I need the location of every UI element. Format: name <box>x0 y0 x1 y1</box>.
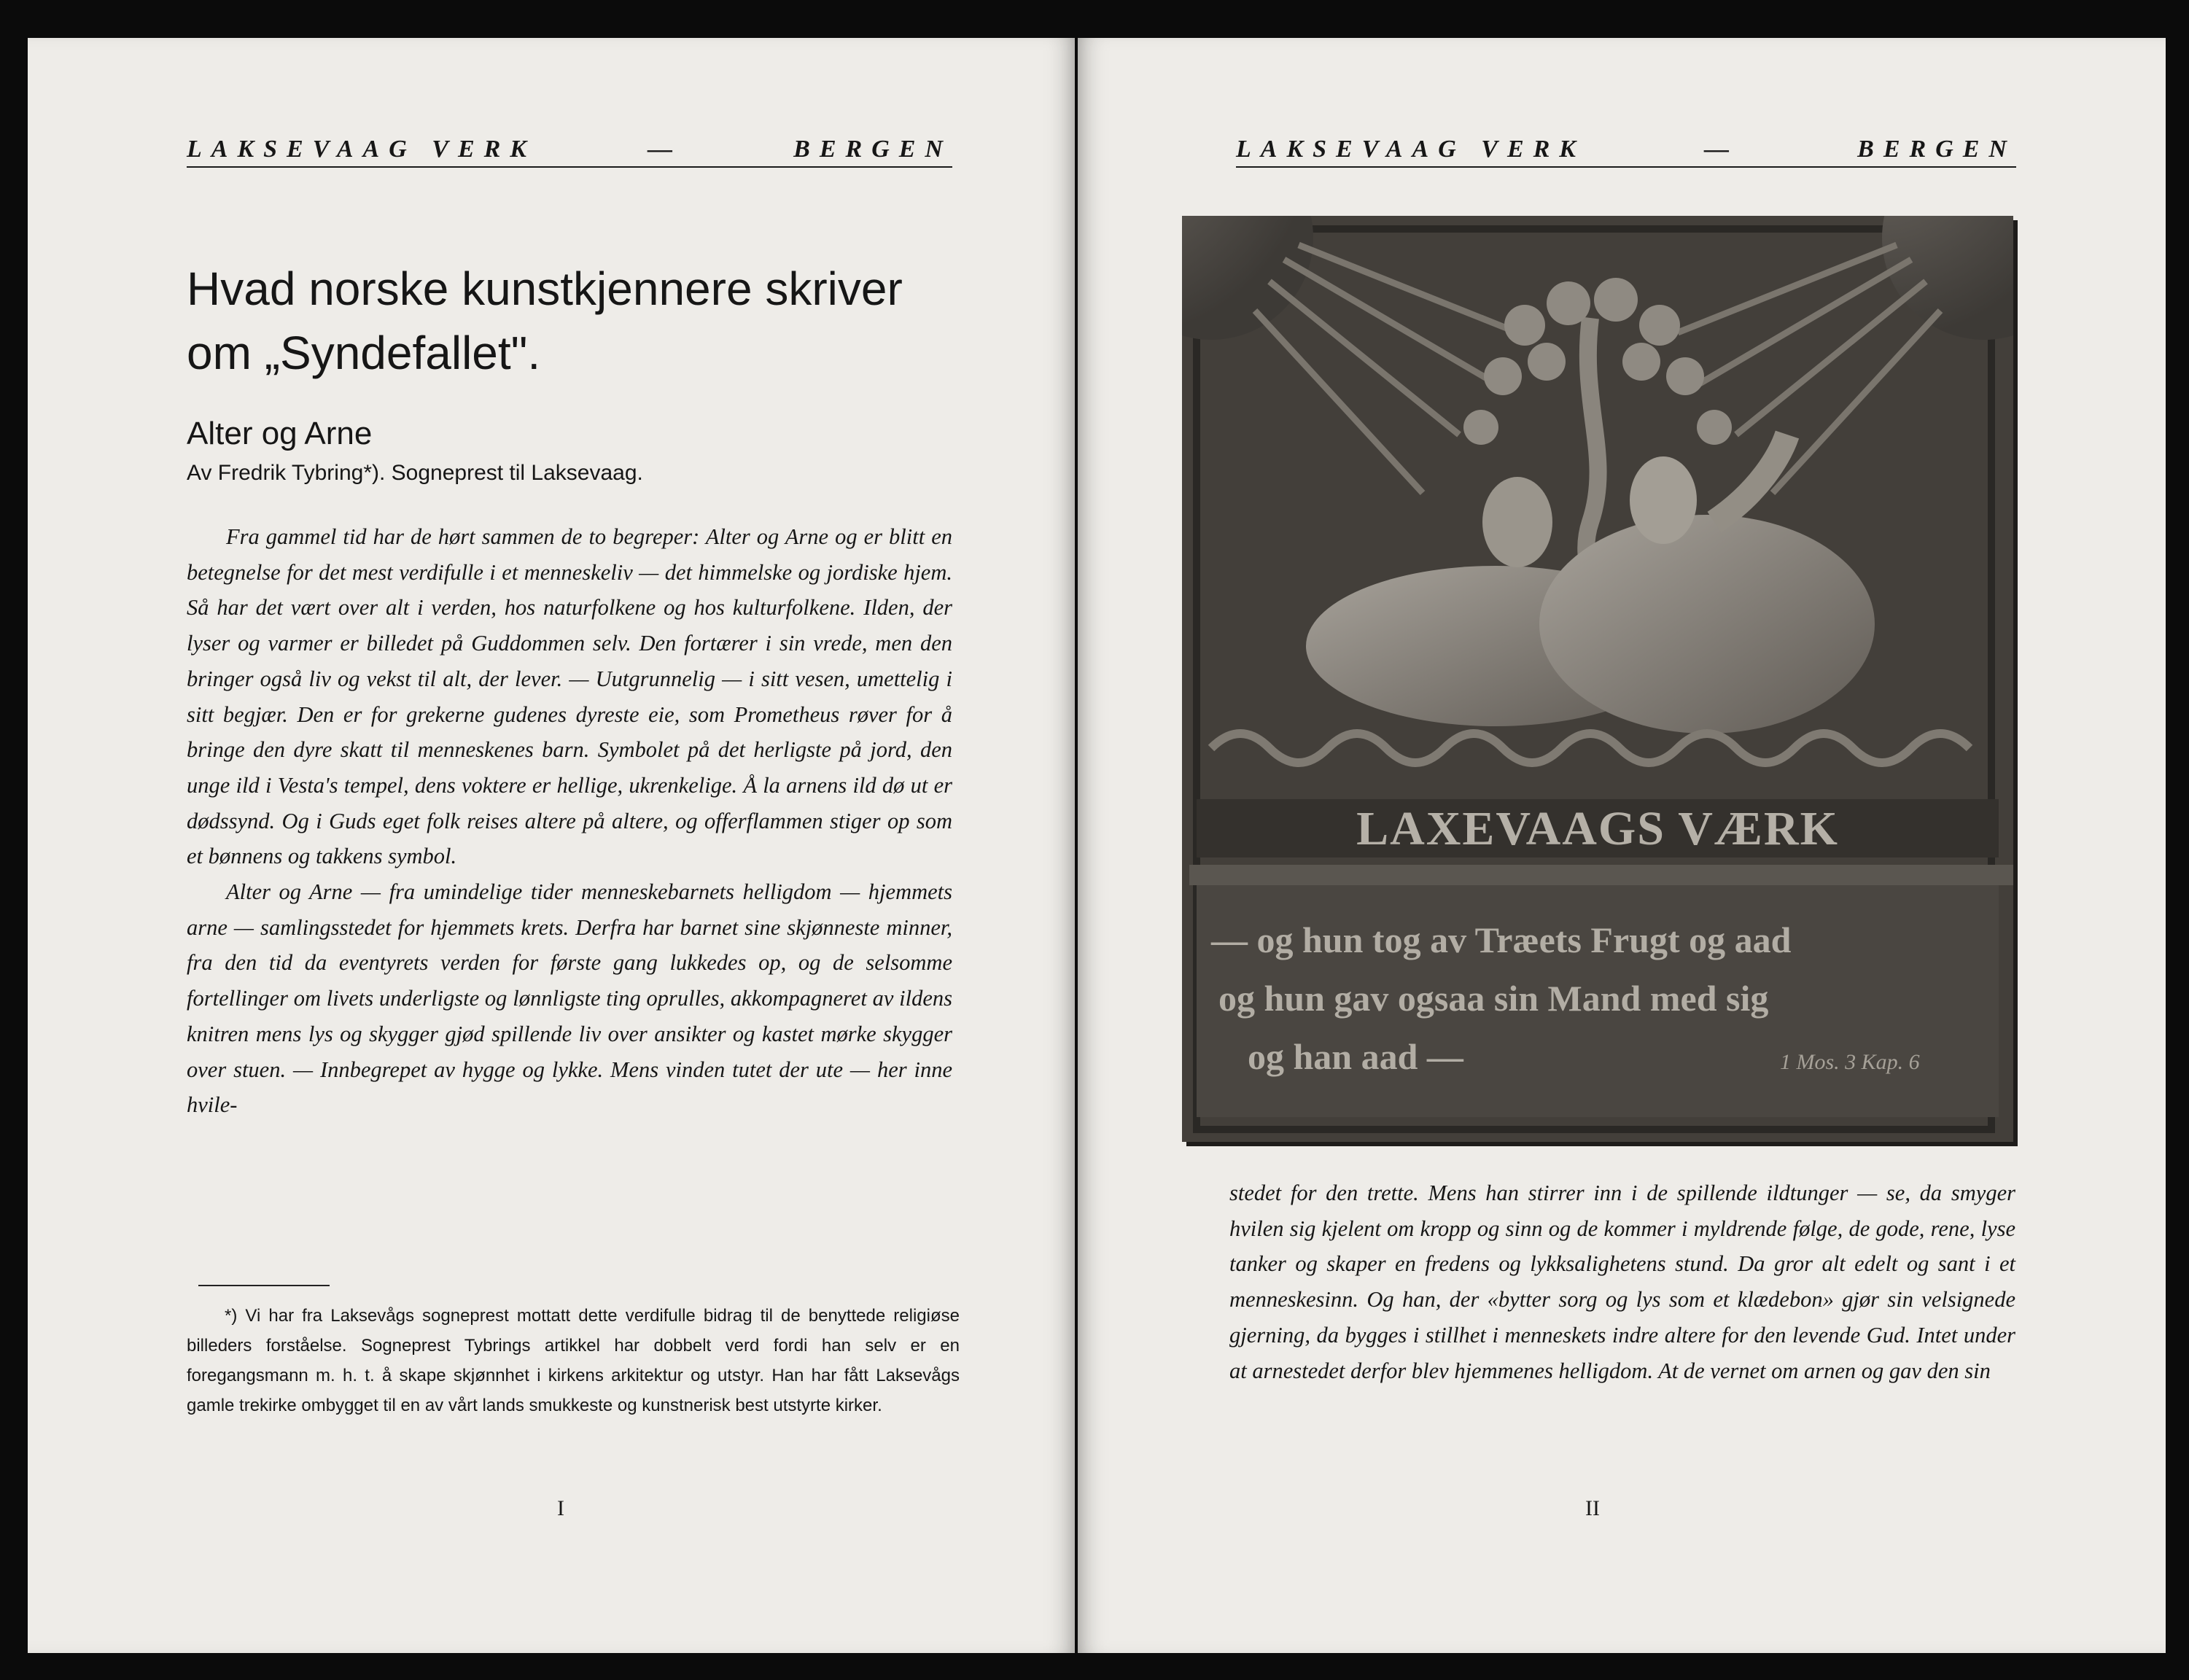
header-city: BERGEN <box>793 136 952 163</box>
page-number: II <box>1585 1496 1600 1520</box>
plaque-relief <box>1182 216 2013 1142</box>
plaque-banner-text: LAXEVAAGS VÆRK <box>1356 802 1839 855</box>
left-page <box>28 38 1075 1653</box>
paragraph: Fra gammel tid har de hørt sammen de to begreper: Alter og Arne og er blitt en betegnelse for det mest verdifulle i et menneskeliv — det himmelske og jordiske hjem. Så har det vært over alt i verden, hos naturfolkene og hos kulturfolkene. Ilden, der lyser og varmer er billedet på Guddommen selv. Den fortærer i sin vrede, men den bringer også liv og vekst til alt, der lever. — Uutgrunnelig — i sitt vesen, umettelig i sitt begjær. Den er for grekerne gudenes dyreste eie, som Prometheus røver for å bringe den dyre skatt til menneskenes barn. Symbolet på det herligste på jord, den unge ild i Vesta's tempel, dens voktere er hellige, ukrenkelige. Å la arnens ild dø ut er dødssynd. Og i Guds eget folk reises altere på altere, og offerflammen stiger op som et bønnens og takkens symbol. <box>187 524 952 869</box>
header-company: LAKSEVAAG VERK <box>187 136 536 163</box>
article-byline: Av Fredrik Tybring*). Sogneprest til Laksevaag. <box>187 461 643 485</box>
right-page <box>1078 38 2166 1653</box>
article-body <box>187 519 952 1123</box>
footnote: *) Vi har fra Laksevågs sogneprest mottatt dette verdifulle bidrag til de benyttede religiøse billeders forståelse. Sogneprest Tybrings artikkel har dobbelt verd fordi han selv er en foregangsmann m. h. t. å skape skjønnhet i kirkens arkitektur og utstyr. Han har fått Laksevågs gamle trekirke ombygget til en av vårt lands smukkeste og kunstnerisk best utstyrte kirker. <box>187 1306 960 1415</box>
cast-iron-plaque-photo <box>1182 216 2013 1142</box>
inscription-line-2: og hun gav ogsaa sin Mand med sig <box>1218 978 1769 1019</box>
inscription-line-1: — og hun tog av Træets Frugt og aad <box>1211 919 1792 960</box>
paragraph: Alter og Arne — fra umindelige tider menneskebarnets helligdom — hjemmets arne — samlingsstedet for hjemmets krets. Derfra har barnet sine skjønneste minner, fra den tid da eventyrets verden for første gang lukkedes op, og de selsomme fortellinger om livets underligste og lønnligste ting oprulles, akkompagneret av ildens knitren mens lys og skygger gjød spillende liv over ansikter og kastet mørke skygger over stuen. — Innbegrepet av hygge og lykke. Mens vinden tutet der ute — her inne hvile- <box>187 879 952 1118</box>
figure-eve <box>1539 515 1875 734</box>
paragraph: stedet for den trette. Mens han stirrer inn i de spillende ildtunger — se, da smyger hvilen sig kjelent om kropp og sinn og de kommer i myldrende følge, de gode, rene, lyse tanker og skaper en fredens og lykksalighetens stund. Da gror alt edelt og sant i et menneskesinn. Og han, der «bytter sorg og lys som et klædebon» gjør sin velsignede gjerning, da bygges i stillhet i menneskets indre altere for den levende Gud. Intet under at arnestedet derfor blev hjemmenes helligdom. At de vernet om arnen og gav den sin <box>1229 1181 2015 1383</box>
inscription-reference: 1 Mos. 3 Kap. 6 <box>1780 1050 1920 1074</box>
article-title: Hvad norske kunstkjennere skriver om „Syndefallet". <box>187 262 903 379</box>
inscription-line-3: og han aad — <box>1248 1036 1463 1077</box>
footnote-divider <box>198 1285 330 1286</box>
header-company: LAKSEVAAG VERK <box>1236 136 1585 163</box>
article-subtitle: Alter og Arne <box>187 416 373 451</box>
page-number: I <box>557 1496 564 1520</box>
running-header <box>1236 133 2016 168</box>
header-city: BERGEN <box>1857 136 2016 163</box>
header-dash: — <box>1704 136 1739 163</box>
header-dash: — <box>648 136 683 163</box>
article-body-continued <box>1229 1175 2015 1388</box>
running-header <box>187 133 952 168</box>
